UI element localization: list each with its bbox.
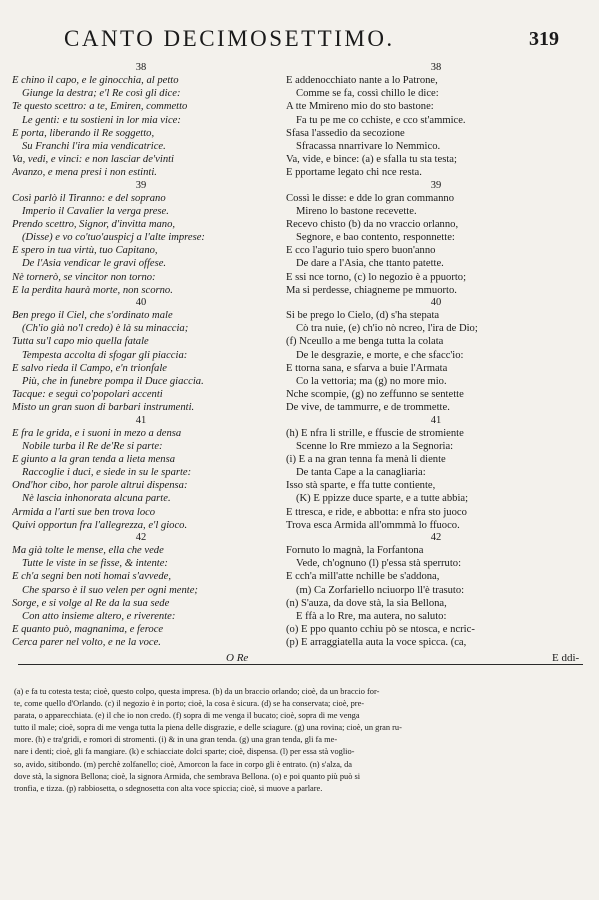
neapolitan-text-column bbox=[286, 62, 586, 650]
verse-line: Va, vedi, e vinci: e non lasciar de'vinti bbox=[12, 154, 175, 166]
verse-line: Co la vettoria; ma (g) no more mio. bbox=[296, 375, 447, 387]
stanza-number: 39 bbox=[430, 179, 442, 191]
neapolitan-stanza bbox=[286, 180, 586, 298]
verse-line: De dare a l'Asia, che ttanto patette. bbox=[296, 258, 444, 270]
verse-line: Ond'hor cibo, hor parole altrui dispensa: bbox=[12, 480, 188, 492]
footnote-line: te, come quello d'Orlando. (c) il negozio è in porto; cioè, la cosa è sicura. (d) se ha conservata; cioè, pre- bbox=[14, 699, 365, 709]
verse-line: Ma già tolte le mense, ella che vede bbox=[12, 545, 164, 556]
verse-line: (h) E nfra li strille, e ffuscie de stromiente bbox=[286, 427, 464, 439]
neapolitan-stanza bbox=[286, 297, 586, 415]
verse-line: E fra le grida, e i suoni in mezo a densa bbox=[12, 427, 182, 439]
stanza-number: 39 bbox=[135, 179, 147, 191]
verse-line: Comme se fa, cossì chillo le dice: bbox=[296, 88, 439, 100]
neapolitan-stanza bbox=[286, 62, 586, 180]
verse-line: Misto un gran suon di barbari instrumenti. bbox=[12, 402, 195, 414]
verse-line: (p) E arraggiatella auta la voce spicca. (ca, bbox=[286, 637, 467, 649]
verse-line: Sfasa l'assedio da secozione bbox=[286, 127, 405, 139]
neapolitan-stanza bbox=[286, 532, 586, 650]
verse-line: Che sparso è il suo velen per ogni mente; bbox=[22, 584, 198, 596]
verse-line: Sfracassa nnarrivare lo Nemmico. bbox=[296, 140, 441, 152]
stanza-number: 42 bbox=[135, 532, 147, 543]
verse-line: Prendo scettro, Signor, d'invitta mano, bbox=[12, 218, 176, 230]
verse-line: E ch'a segni ben noti homai s'avvede, bbox=[12, 571, 171, 583]
verse-line: (i) E a na gran tenna fa menà li diente bbox=[286, 453, 446, 465]
stanza-number: 38 bbox=[430, 62, 442, 73]
footnote-line: (a) e fa tu cotesta testa; cioè, questo colpo, questa impresa. (b) da un braccio orlando; cioè, da un braccio for- bbox=[14, 687, 380, 696]
stanza-number: 40 bbox=[135, 297, 147, 308]
stanza-number: 42 bbox=[430, 532, 442, 543]
italian-text-column bbox=[12, 62, 270, 650]
verse-line: Nè tornerò, se vincitor non torno: bbox=[12, 271, 156, 283]
verse-line: Si be prego lo Cielo, (d) s'ha stepata bbox=[286, 310, 440, 321]
stanza-number: 40 bbox=[430, 297, 442, 308]
verse-line: (f) Nceullo a me benga tutta la colata bbox=[286, 336, 444, 348]
verse-line: E la perdita haurà morte, non scorno. bbox=[12, 284, 173, 296]
verse-line: Fa tu pe me co cchiste, e cco st'ammice. bbox=[296, 114, 466, 126]
verse-line: Con atto insieme altero, e riverente: bbox=[22, 610, 176, 622]
verse-line: Fornuto lo magnà, la Forfantona bbox=[286, 545, 424, 556]
verse-line: E chino il capo, e le ginocchia, al petto bbox=[12, 75, 179, 86]
verse-line: De vive, de tammurre, e de trommette. bbox=[286, 402, 450, 414]
page-header bbox=[44, 10, 559, 56]
verse-line: Quivi opportun fra l'allegrezza, e'l gioco. bbox=[12, 519, 188, 531]
verse-line: (o) E ppo quanto cchiu pò se ntosca, e ncric- bbox=[286, 624, 475, 636]
verse-line: E salvo rieda il Campo, e'n trionfale bbox=[12, 362, 167, 374]
neapolitan-stanza bbox=[286, 415, 586, 533]
catchword-right: E ddi- bbox=[552, 652, 580, 664]
verse-line: Va, vide, e bince: (a) e sfalla tu sta testa; bbox=[286, 154, 457, 166]
verse-line: E cch'a mill'atte nchille be s'addona, bbox=[286, 571, 440, 583]
stanza-number: 41 bbox=[430, 414, 442, 426]
verse-line: Ma si perdesse, chiagneme pe mmuorto. bbox=[286, 284, 457, 296]
stanza-number: 41 bbox=[135, 414, 147, 426]
verse-line: (m) Ca Zorfariello nciuorpo ll'è trasuto: bbox=[296, 584, 465, 596]
verse-line: Mireno lo bastone recevette. bbox=[296, 205, 417, 217]
italian-stanza bbox=[12, 297, 270, 415]
verse-line: Sorge, e si volge al Re da la sua sede bbox=[12, 597, 170, 609]
verse-line: Armida a l'arti sue ben trova loco bbox=[12, 506, 156, 518]
verse-line: E ttresca, e ride, e abbotta: e nfra sto juoco bbox=[286, 506, 467, 518]
footnote-line: tutto il male; cioè, sopra di me venga tutta la piena delle disgrazie, e delle sciagure. (g) una rovina; cioè, un gran ru- bbox=[14, 723, 402, 733]
verse-line: E pportame legato chi nce resta. bbox=[286, 167, 422, 179]
verse-line: Recevo chisto (b) da no vraccio orlanno, bbox=[286, 218, 459, 230]
verse-line: Più, che in funebre pompa il Duce giaccia. bbox=[22, 375, 204, 387]
verse-line: E quanto può, magnanima, e feroce bbox=[12, 624, 164, 636]
italian-stanza bbox=[12, 62, 270, 180]
verse-line: Tempesta accolta di sfogar gli piaccia: bbox=[22, 349, 188, 361]
verse-line: Trova esca Armida all'ommmà lo ffuoco. bbox=[286, 519, 460, 531]
verse-line: Giunge la destra; e'l Re così gli dice: bbox=[22, 88, 181, 100]
footnote-line: so, avido, sitibondo. (m) perchè zolfanello; cioè, Amorcon la face in corpo gli è entrato. (n) s'alza, da bbox=[14, 759, 353, 769]
footnote-line: dove stà, la signora Bellona; cioè, la signora Armida, che sembrava Bellona. (o) e poi quanto più può si bbox=[14, 771, 361, 781]
verse-line: Vede, ch'ognuno (l) p'essa stà sperruto: bbox=[296, 558, 462, 570]
verse-line: E porta, liberando il Re soggetto, bbox=[12, 127, 155, 139]
italian-stanza bbox=[12, 415, 270, 533]
verse-line: (Disse) e vo co'tuo'auspicj a l'alte imprese: bbox=[22, 232, 205, 244]
footnote-line: tronfia, e tizza. (p) rabbiosetta, o sdegnosetta con alta voce spiccia; cioè, si muove a parlare. bbox=[14, 783, 323, 793]
catchword-left: O Re bbox=[226, 652, 249, 664]
verse-line: Cerca parer nel volto, e ne la voce. bbox=[12, 637, 161, 649]
verse-line: E addenocchiato nante a lo Patrone, bbox=[286, 75, 438, 86]
page-number: 319 bbox=[529, 28, 559, 50]
verse-line: Scenne lo Rre mmiezo a la Segnoria: bbox=[296, 440, 454, 452]
verse-line: Cò tra nuie, (e) ch'io nò ncreo, l'ira de Dio; bbox=[296, 323, 478, 335]
verse-line: Cossì le disse: e dde lo gran commanno bbox=[286, 192, 454, 204]
verse-line: (n) S'auza, da dove stà, la sia Bellona, bbox=[286, 597, 447, 609]
verse-line: Raccoglie i duci, e siede in su le sparte: bbox=[22, 467, 192, 479]
verse-line: Le genti: e tu sostieni in lor mia vice: bbox=[22, 114, 181, 126]
verse-line: Segnore, e bao contento, responnette: bbox=[296, 232, 455, 244]
footnotes-block bbox=[14, 686, 584, 795]
verse-line: E giunto a la gran tenda a lieta mensa bbox=[12, 453, 176, 465]
italian-stanza bbox=[12, 180, 270, 298]
italian-stanza bbox=[12, 532, 270, 650]
verse-line: De l'Asia vendicar le gravi offese. bbox=[22, 258, 167, 270]
verse-line: Ben prego il Ciel, che s'ordinato male bbox=[12, 310, 173, 321]
verse-line: De le desgrazie, e morte, e che sfacc'io: bbox=[296, 349, 464, 361]
verse-line: E ssi nce torno, (c) lo negozio è a ppuorto; bbox=[286, 271, 467, 283]
verse-line: E cco l'agurio tuio spero buon'anno bbox=[286, 245, 436, 257]
verse-line: Tacque: e seguì co'popolari accenti bbox=[12, 389, 163, 401]
verse-line: Te questo scettro: a te, Emiren, commetto bbox=[12, 101, 188, 113]
footnote-rule bbox=[18, 664, 583, 665]
verse-line: Imperio il Cavalier la verga prese. bbox=[22, 205, 169, 217]
verse-line: E spero in tua virtù, tuo Capitano, bbox=[12, 245, 158, 257]
footnote-line: parata, o apparecchiata. (e) il che io non credo. (f) sopra di me venga il bucato; cioè, sopra di me venga bbox=[14, 711, 360, 721]
verse-line: (Ch'io già no'l credo) è là su minaccia; bbox=[22, 323, 189, 335]
verse-line: Nè lascia inhonorata alcuna parte. bbox=[22, 493, 171, 505]
verse-line: Così parlò il Tiranno: e del soprano bbox=[12, 192, 166, 204]
verse-line: Tutte le viste in se fisse, & intente: bbox=[22, 558, 168, 570]
verse-line: Su Franchi l'ira mia vendicatrice. bbox=[22, 140, 166, 152]
verse-line: E ffà a lo Rre, ma autera, no saluto: bbox=[296, 610, 447, 622]
running-title: CANTO DECIMOSETTIMO. bbox=[64, 26, 395, 51]
verse-line: A tte Mmireno mio do sto bastone: bbox=[286, 101, 434, 113]
stanza-number: 38 bbox=[135, 62, 147, 73]
footnote-line: more. (h) e tra'gridi, e romori di stromenti. (i) & in una gran tenda. (g) una gran tenda, gli fa me- bbox=[14, 735, 338, 745]
footnote-line: nare i denti; cioè, gli fa mangiare. (k) e schiacciate dolci sparte; cioè, dispensa. (l) per essa stà voglio- bbox=[14, 747, 355, 757]
verse-line: E ttorna sana, e sfarva a buie l'Armata bbox=[286, 362, 448, 374]
verse-line: De tanta Cape a la canagliaria: bbox=[296, 467, 426, 479]
verse-line: Nche scompie, (g) no zeffunno se sentette bbox=[286, 389, 464, 401]
verse-line: Tutta su'l capo mio quella fatale bbox=[12, 336, 149, 348]
verse-line: Isso stà sparte, e ffa tutte contiente, bbox=[286, 480, 436, 492]
verse-line: Nobile turba il Re de'Re si parte: bbox=[22, 440, 163, 452]
verse-line: Avanzo, e mena presi i non estinti. bbox=[12, 167, 157, 179]
verse-line: (K) E ppizze duce sparte, e a tutte abbia; bbox=[296, 493, 469, 505]
